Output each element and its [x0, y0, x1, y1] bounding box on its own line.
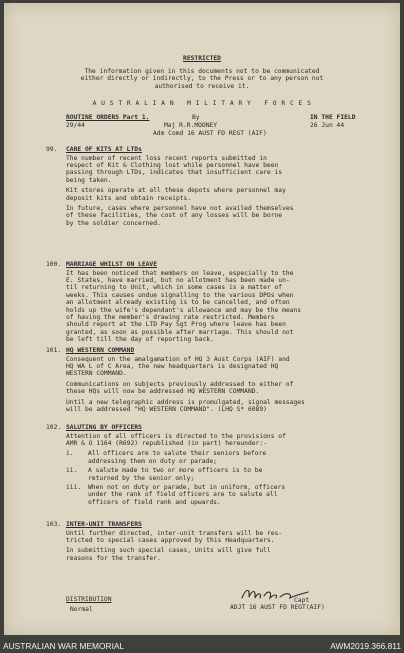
sub-item-number: iii.	[66, 483, 82, 491]
paragraph-line: reasons for the transfer.	[66, 554, 161, 562]
paragraph-line: should report at the LTD Pay Sgt Prog where leave has been	[66, 321, 286, 329]
paragraph-line: granted, as soon as possible after marriage. This should not	[66, 328, 294, 336]
sub-item-number: ii.	[66, 467, 78, 475]
paragraph-line: weeks. This causes undue signalling to the various DPOs when	[66, 291, 294, 299]
paragraph-line: tricted to special cases approved by this Headquarters.	[66, 536, 275, 544]
sub-item-line: A salute made to two or more officers is to be	[88, 467, 263, 475]
paragraph-line: In submitting such special cases, Units will give full	[66, 547, 271, 555]
paragraph-line: AMR & O 1164 (R692) republished (in part) hereunder:-	[66, 439, 267, 447]
section-number: 100.	[46, 261, 62, 268]
notice-line: The information given in this documents not to be communicated	[84, 68, 320, 75]
paragraph-line: respect of Kit & Clothing lost while personnel have been	[66, 161, 279, 169]
paragraph-line: The number of recent loss recent reports submitted in	[66, 154, 267, 162]
section-title: INTER-UNIT TRANSFERS	[66, 521, 142, 528]
order-number: 29/44	[66, 122, 85, 129]
by-label: By	[192, 114, 200, 121]
paragraph-line: Until a new telegraphic address is promulgated, signal messages	[66, 398, 305, 406]
paragraph-line: will be addressed "HQ WESTERN COMMAND". (LHQ S* 6089)	[66, 405, 267, 413]
section-number: 99.	[46, 146, 58, 153]
paragraph-line: holds up the wife's dependant's allowance and may be the means	[66, 306, 302, 314]
paragraph-line: HQ WA L of C Area, the new headquarters is designated HQ	[66, 362, 279, 370]
footer-source: AUSTRALIAN WAR MEMORIAL	[3, 641, 125, 651]
section-title: SALUTING BY OFFICERS	[66, 424, 142, 431]
officer-name: Maj R.R.MOONEY	[164, 122, 218, 129]
archive-footer	[0, 637, 404, 653]
signature-image	[240, 586, 310, 602]
classification-heading: RESTRICTED	[183, 55, 221, 62]
notice-line: either directly or indirectly, to the Press or to any person not	[80, 75, 324, 83]
section-paragraph	[66, 155, 366, 185]
paragraph-line: an allotment already existing is to be cancelled, and often	[66, 299, 290, 307]
sub-item	[66, 484, 366, 506]
section-body	[66, 270, 366, 347]
paragraph-line: WESTERN COMMAND.	[66, 370, 127, 378]
section-number: 102.	[46, 424, 62, 431]
paragraph-line: passing through LTDs, indicates that insufficient care is	[66, 169, 283, 177]
sub-item	[66, 450, 366, 465]
paragraph-line: of having the member's drawing rate restricted. Members	[66, 313, 275, 321]
sub-item-line: When not on duty or parade, but in uniform, officers	[88, 483, 286, 491]
section-paragraph	[66, 356, 366, 378]
paragraph-line: Attention of all officers is directed to the provisions of	[66, 432, 286, 440]
notice-text	[4, 68, 400, 90]
sub-item-line: All officers are to salute their seniors before	[88, 450, 267, 458]
sub-item-number: i.	[66, 450, 74, 458]
section-body	[66, 530, 366, 566]
section-paragraph	[66, 547, 366, 562]
signature-appointment: ADJT 16 AUST FD REGT(AIF)	[230, 604, 325, 611]
section-paragraph	[66, 530, 366, 545]
paragraph-line: til returning to Unit, which in some cases is a matter of	[66, 284, 283, 292]
routine-orders-document	[4, 3, 400, 635]
order-date: 26 Jun 44	[310, 122, 345, 129]
section-paragraph	[66, 381, 366, 396]
sub-item-line: returned by the senior only;	[88, 474, 195, 482]
signature-rank: Capt	[294, 597, 310, 604]
section-body	[66, 433, 366, 509]
sub-item-line: under the rank of field officers are to salute all	[88, 491, 278, 499]
sub-item-line: officers of field rank and upwards.	[88, 498, 221, 506]
distribution-value: Normal	[70, 606, 93, 613]
sub-item-line: addressing them on duty or parade;	[88, 457, 217, 465]
section-title: CARE OF KITS AT LTDs	[66, 146, 142, 153]
paragraph-line: deposit kits and obtain receipts.	[66, 194, 192, 202]
section-title: MARRIAGE WHILST ON LEAVE	[66, 261, 157, 268]
distribution-label: DISTRIBUTION	[66, 596, 112, 603]
paragraph-line: of these facilities, the cost of any losses will be borne	[66, 212, 283, 220]
section-paragraph	[66, 205, 366, 227]
force-title: A U S T R A L I A N M I L I T A R Y F O R C E S	[92, 100, 312, 107]
section-paragraph	[66, 399, 366, 414]
footer-reference: AWM2019.366.811	[330, 641, 401, 651]
routine-orders-label: ROUTINE ORDERS Part 1.	[66, 114, 150, 121]
paragraph-line: In future, cases where personnel have not availed themselves	[66, 204, 294, 212]
section-number: 103.	[46, 521, 62, 528]
paragraph-line: be left till the day of reporting back.	[66, 336, 214, 344]
paragraph-line: It has been noticed that members on leave, especially to the	[66, 269, 294, 277]
paragraph-line: Kit stores operate at all these depots where personnel may	[66, 187, 286, 195]
section-paragraph	[66, 270, 366, 344]
sub-item	[66, 467, 366, 482]
paragraph-line: these HQs will now be addressed HQ WESTERN COMMAND.	[66, 388, 260, 396]
notice-line: authorised to receive it.	[154, 82, 250, 90]
section-paragraph	[66, 187, 366, 202]
section-body	[66, 356, 366, 417]
location-label: IN THE FIELD	[310, 114, 356, 121]
paragraph-line: Consequent on the amalgamation of HQ 3 Aust Corps (AIF) and	[66, 355, 290, 363]
section-body	[66, 155, 366, 231]
paragraph-line: by the soldier concerned.	[66, 219, 161, 227]
section-number: 101.	[46, 347, 62, 354]
section-paragraph	[66, 433, 366, 448]
unit-name: Adm Comd 16 AUST FD REGT (AIF)	[153, 130, 267, 137]
document-page	[4, 3, 400, 635]
section-title: HQ WESTERN COMMAND	[66, 347, 135, 354]
paragraph-line: E. States, have married, but no allotment has been made un-	[66, 276, 290, 284]
paragraph-line: being taken.	[66, 176, 112, 184]
paragraph-line: Until further directed, inter-unit transfers will be res-	[66, 529, 283, 537]
paragraph-line: Communications on subjects previously addressed to either of	[66, 380, 294, 388]
